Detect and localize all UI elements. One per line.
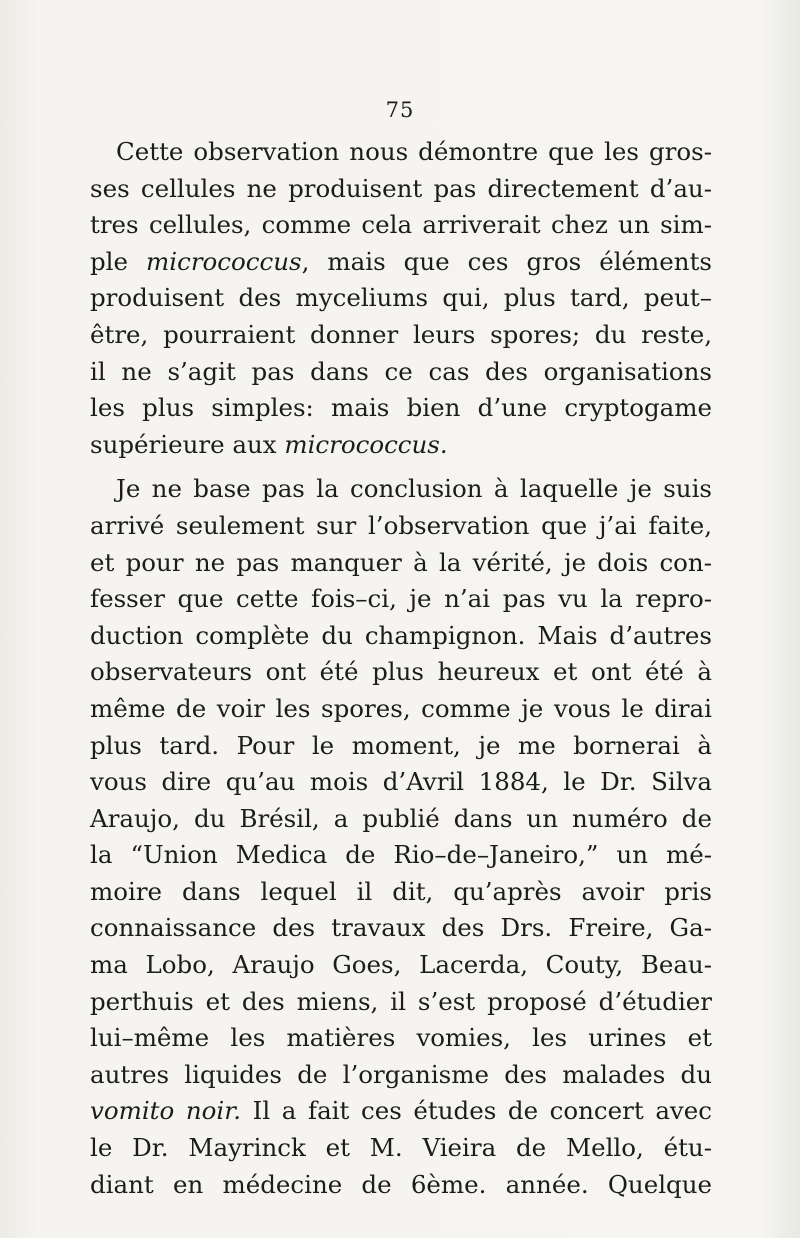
text-span: il ne s’agit pas dans ce cas des organisations xyxy=(90,356,712,386)
text-line xyxy=(90,354,712,391)
text-span: autres liquides de l’organisme des malades du xyxy=(90,1059,712,1089)
text-span: duction complète du champignon. Mais d’autres xyxy=(90,620,712,650)
text-line xyxy=(90,654,712,691)
text-span: être, pourraient donner leurs spores; du reste, xyxy=(90,319,712,349)
text-span: et pour ne pas manquer à la vérité, je dois con- xyxy=(90,547,712,577)
text-line xyxy=(90,427,712,464)
text-span: Cette observation nous démontre que les gros- xyxy=(116,137,712,166)
text-span: connaissance des travaux des Drs. Freire, Ga- xyxy=(90,913,712,943)
text-line xyxy=(90,134,712,171)
body-text xyxy=(90,134,712,1203)
text-line xyxy=(90,207,712,244)
text-line xyxy=(90,764,712,801)
text-span: , mais que ces gros éléments xyxy=(301,246,712,276)
text-span: tres cellules, comme cela arriverait chez un sim- xyxy=(90,210,712,240)
text-line xyxy=(90,280,712,317)
text-span: les plus simples: mais bien d’une cryptogame xyxy=(90,393,712,423)
text-span: supérieure aux xyxy=(90,429,285,459)
text-span: diant en médecine de 6ème. année. Quelque xyxy=(90,1169,712,1199)
text-span: Je ne base pas la conclusion à laquelle je suis xyxy=(116,474,712,504)
text-line xyxy=(90,984,712,1021)
text-span: la “Union Medica de Rio–de–Janeiro,” un mé- xyxy=(90,840,712,870)
text-span: même de voir les spores, comme je vous le dirai xyxy=(90,693,712,723)
text-span: perthuis et des miens, il s’est proposé d’étudier xyxy=(90,986,712,1016)
text-line xyxy=(90,317,712,354)
text-span: moire dans lequel il dit, qu’après avoir pris xyxy=(90,876,712,906)
text-span: fesser que cette fois–ci, je n’ai pas vu la repro- xyxy=(90,584,712,614)
text-span: arrivé seulement sur l’observation que j’ai faite, xyxy=(90,510,712,540)
text-span: Il a fait ces études de concert avec xyxy=(241,1096,712,1126)
text-line xyxy=(90,874,712,911)
text-span: plus tard. Pour le moment, je me bornerai à xyxy=(90,730,712,760)
text-span: ple xyxy=(90,246,147,276)
text-line xyxy=(90,947,712,984)
italic-text: micrococcus. xyxy=(284,429,448,459)
text-span: ses cellules ne produisent pas directement d’au- xyxy=(90,173,712,203)
paragraph-gap xyxy=(90,463,712,471)
text-line xyxy=(90,545,712,582)
text-line xyxy=(90,390,712,427)
text-line xyxy=(90,801,712,838)
text-span: Araujo, du Brésil, a publié dans un numéro de xyxy=(90,803,712,833)
text-line xyxy=(90,1057,712,1094)
text-line xyxy=(90,691,712,728)
text-line xyxy=(90,618,712,655)
italic-text: micrococcus xyxy=(146,246,302,276)
text-span: produisent des myceliums qui, plus tard, peut– xyxy=(90,283,712,313)
text-line xyxy=(90,471,712,508)
text-line xyxy=(90,244,712,281)
italic-text: vomito noir. xyxy=(90,1096,242,1126)
text-line xyxy=(90,837,712,874)
text-line xyxy=(90,171,712,208)
page-number: 75 xyxy=(385,98,415,122)
text-span: vous dire qu’au mois d’Avril 1884, le Dr. Silva xyxy=(90,767,712,797)
text-line xyxy=(90,1093,712,1130)
text-span: ma Lobo, Araujo Goes, Lacerda, Couty, Beau- xyxy=(90,950,712,980)
text-line xyxy=(90,728,712,765)
text-line xyxy=(90,508,712,545)
text-span: lui–même les matières vomies, les urines et xyxy=(90,1023,712,1053)
text-span: observateurs ont été plus heureux et ont été à xyxy=(90,657,712,687)
text-line xyxy=(90,581,712,618)
text-line xyxy=(90,1130,712,1167)
text-line xyxy=(90,1167,712,1204)
text-line xyxy=(90,910,712,947)
text-line xyxy=(90,1020,712,1057)
text-span: le Dr. Mayrinck et M. Vieira de Mello, étu- xyxy=(90,1133,712,1163)
